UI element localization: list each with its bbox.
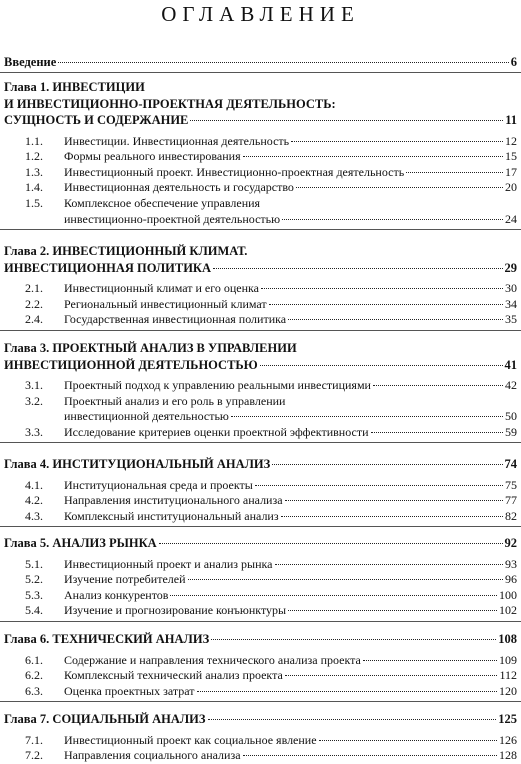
- section-number: 5.1.: [25, 556, 43, 571]
- section-page-number: 50: [505, 409, 517, 424]
- chapter-label: ИНВЕСТИЦИОННОЙ ДЕЯТЕЛЬНОСТЬЮ: [4, 357, 258, 372]
- section-label: инвестиционно-проектной деятельностью: [64, 211, 281, 226]
- leader-dots: [275, 564, 504, 565]
- section-number: 4.2.: [25, 493, 43, 508]
- section-label: Инвестиции. Инвестиционная деятельность: [64, 133, 290, 148]
- section-entry[interactable]: [64, 748, 517, 763]
- section-label: Инвестиционный проект как социальное явление: [64, 732, 317, 747]
- section-page-number: 30: [505, 281, 517, 295]
- section-label: Инвестиционная деятельность и государство: [64, 180, 294, 195]
- leader-dots: [197, 691, 497, 692]
- section-label: Оценка проектных затрат: [64, 683, 195, 698]
- section-entry[interactable]: [64, 378, 517, 393]
- chapter-page-number: 92: [504, 536, 517, 550]
- section-number: 7.2.: [25, 748, 43, 763]
- section-page-number: 59: [505, 424, 517, 439]
- leader-dots: [208, 719, 497, 720]
- section-page-number: 42: [505, 378, 517, 392]
- section-page-number: 96: [505, 572, 517, 587]
- leader-dots: [288, 319, 503, 320]
- page-title: ОГЛАВЛЕНИЕ: [161, 2, 360, 26]
- chapter-heading-line: И ИНВЕСТИЦИОННО-ПРОЕКТНАЯ ДЕЯТЕЛЬНОСТЬ:: [4, 96, 336, 111]
- leader-dots: [288, 610, 497, 611]
- leader-dots: [371, 432, 504, 433]
- chapter-label: Глава 4. ИНСТИТУЦИОНАЛЬНЫЙ АНАЛИЗ: [4, 457, 271, 471]
- leader-dots: [188, 579, 504, 580]
- leader-dots: [291, 141, 503, 142]
- intro-entry[interactable]: [4, 55, 517, 70]
- leader-dots: [231, 416, 503, 417]
- chapter-heading-line: Глава 3. ПРОЕКТНЫЙ АНАЛИЗ В УПРАВЛЕНИИ: [4, 341, 297, 355]
- chapter-label: Глава 6. ТЕХНИЧЕСКИЙ АНАЛИЗ: [4, 632, 210, 646]
- leader-dots: [255, 485, 503, 486]
- section-number: 3.2.: [25, 393, 43, 408]
- section-number: 2.2.: [25, 296, 43, 311]
- leader-dots: [363, 660, 497, 661]
- section-page-number: 120: [499, 683, 517, 698]
- section-page-number: 35: [505, 312, 517, 327]
- chapter-page-number: 11: [505, 113, 517, 127]
- leader-dots: [373, 385, 503, 386]
- section-label: Комплексный технический анализ проекта: [64, 668, 283, 683]
- section-entry[interactable]: [64, 149, 517, 164]
- section-number: 1.5.: [25, 195, 43, 210]
- section-label: Комплексный институциональный анализ: [64, 508, 279, 523]
- chapter-label: Глава 7. СОЦИАЛЬНЫЙ АНАЛИЗ: [4, 712, 206, 726]
- section-divider: [0, 526, 521, 527]
- leader-dots: [243, 755, 497, 756]
- section-label: Проектный подход к управлению реальными инвестициями: [64, 378, 371, 392]
- chapter-entry[interactable]: [4, 261, 517, 276]
- intro-page-number: 6: [510, 55, 517, 69]
- chapter-page-number: 74: [504, 457, 517, 471]
- section-divider: [0, 72, 521, 73]
- section-page-number: 77: [505, 493, 517, 508]
- section-page-number: 100: [499, 587, 517, 602]
- chapter-page-number: 29: [504, 260, 517, 275]
- section-label: Направления институционального анализа: [64, 493, 283, 508]
- section-page-number: 102: [499, 603, 517, 618]
- leader-dots: [213, 268, 502, 269]
- section-number: 4.1.: [25, 477, 43, 492]
- leader-dots: [260, 365, 503, 366]
- chapter-label: ИНВЕСТИЦИОННАЯ ПОЛИТИКА: [4, 260, 212, 275]
- leader-dots: [296, 187, 503, 188]
- section-entry[interactable]: [64, 212, 517, 227]
- section-page-number: 112: [499, 668, 517, 683]
- section-entry[interactable]: [64, 603, 517, 618]
- section-page-number: 34: [505, 296, 517, 311]
- section-page-number: 12: [505, 133, 517, 148]
- leader-dots: [170, 595, 497, 596]
- section-label: Изучение и прогнозирование конъюнктуры: [64, 603, 287, 618]
- section-divider: [0, 442, 521, 443]
- section-number: 2.1.: [25, 281, 43, 295]
- leader-dots: [281, 516, 503, 517]
- leader-dots: [285, 675, 498, 676]
- chapter-page-number: 125: [498, 712, 517, 726]
- section-label: Государственная инвестиционная политика: [64, 312, 287, 327]
- section-title-line: Комплексное обеспечение управления: [64, 195, 261, 210]
- section-number: 5.4.: [25, 603, 43, 618]
- section-label: Институциональная среда и проекты: [64, 477, 253, 492]
- leader-dots: [261, 288, 503, 289]
- section-number: 5.3.: [25, 587, 43, 602]
- chapter-entry[interactable]: [4, 632, 517, 647]
- section-number: 3.1.: [25, 378, 43, 392]
- section-entry[interactable]: [64, 409, 517, 424]
- section-entry[interactable]: [64, 572, 517, 587]
- section-number: 3.3.: [25, 424, 43, 439]
- section-entry[interactable]: [64, 668, 517, 683]
- section-page-number: 128: [499, 748, 517, 763]
- section-entry[interactable]: [64, 165, 517, 180]
- leader-dots: [285, 500, 503, 501]
- section-number: 6.1.: [25, 652, 43, 667]
- section-number: 1.2.: [25, 149, 43, 164]
- section-divider: [0, 701, 521, 702]
- leader-dots: [243, 156, 503, 157]
- leader-dots: [159, 543, 503, 544]
- section-page-number: 24: [505, 211, 517, 226]
- chapter-page-number: 108: [498, 632, 517, 646]
- section-page-number: 20: [505, 180, 517, 195]
- section-page-number: 15: [505, 149, 517, 164]
- section-label: Региональный инвестиционный климат: [64, 296, 267, 311]
- section-entry[interactable]: [64, 684, 517, 699]
- section-number: 4.3.: [25, 508, 43, 523]
- section-entry[interactable]: [64, 281, 517, 296]
- section-label: Содержание и направления технического анализа проекта: [64, 652, 361, 667]
- section-divider: [0, 330, 521, 331]
- leader-dots: [272, 464, 502, 465]
- section-number: 1.1.: [25, 133, 43, 148]
- section-number: 5.2.: [25, 572, 43, 587]
- chapter-entry[interactable]: [4, 113, 517, 128]
- chapter-label: Глава 5. АНАЛИЗ РЫНКА: [4, 536, 157, 550]
- section-entry[interactable]: [64, 180, 517, 195]
- section-page-number: 17: [505, 164, 517, 179]
- section-number: 6.2.: [25, 668, 43, 683]
- section-label: инвестиционной деятельностью: [64, 409, 229, 424]
- section-page-number: 82: [505, 508, 517, 523]
- section-divider: [0, 621, 521, 622]
- leader-dots: [282, 219, 503, 220]
- section-label: Инвестиционный климат и его оценка: [64, 281, 259, 295]
- leader-dots: [190, 120, 503, 121]
- leader-dots: [58, 62, 508, 63]
- section-number: 1.4.: [25, 180, 43, 195]
- section-entry[interactable]: [64, 493, 517, 508]
- section-divider: [0, 229, 521, 230]
- section-label: Инвестиционный проект и анализ рынка: [64, 556, 273, 571]
- section-number: 7.1.: [25, 732, 43, 747]
- section-title-line: Проектный анализ и его роль в управлении: [64, 393, 286, 408]
- chapter-page-number: 41: [504, 357, 517, 372]
- section-entry[interactable]: [64, 134, 517, 149]
- leader-dots: [211, 639, 496, 640]
- chapter-heading-line: Глава 2. ИНВЕСТИЦИОННЫЙ КЛИМАТ.: [4, 244, 248, 258]
- section-entry[interactable]: [64, 588, 517, 603]
- chapter-entry[interactable]: [4, 358, 517, 373]
- section-page-number: 93: [505, 556, 517, 571]
- section-entry[interactable]: [64, 478, 517, 493]
- section-label: Инвестиционный проект. Инвестиционно-проектная деятельность: [64, 164, 405, 179]
- section-entry[interactable]: [64, 425, 517, 440]
- intro-label: Введение: [4, 55, 57, 69]
- section-label: Исследование критериев оценки проектной эффективности: [64, 424, 369, 439]
- chapter-entry[interactable]: [4, 457, 517, 472]
- section-number: 6.3.: [25, 683, 43, 698]
- leader-dots: [406, 172, 503, 173]
- section-label: Формы реального инвестирования: [64, 149, 241, 164]
- section-entry[interactable]: [64, 653, 517, 668]
- leader-dots: [319, 740, 497, 741]
- leader-dots: [269, 304, 503, 305]
- section-page-number: 75: [505, 477, 517, 492]
- chapter-entry[interactable]: [4, 712, 517, 727]
- section-entry[interactable]: [64, 509, 517, 524]
- section-label: Направления социального анализа: [64, 748, 241, 763]
- section-entry[interactable]: [64, 297, 517, 312]
- section-number: 1.3.: [25, 164, 43, 179]
- section-label: Анализ конкурентов: [64, 587, 169, 602]
- section-page-number: 126: [499, 732, 517, 747]
- chapter-label: СУЩНОСТЬ И СОДЕРЖАНИЕ: [4, 113, 189, 127]
- chapter-heading-line: Глава 1. ИНВЕСТИЦИИ: [4, 80, 145, 94]
- section-number: 2.4.: [25, 312, 43, 327]
- section-label: Изучение потребителей: [64, 572, 186, 587]
- section-entry[interactable]: [64, 733, 517, 748]
- section-page-number: 109: [499, 652, 517, 667]
- section-entry[interactable]: [64, 557, 517, 572]
- section-entry[interactable]: [64, 312, 517, 327]
- chapter-entry[interactable]: [4, 536, 517, 551]
